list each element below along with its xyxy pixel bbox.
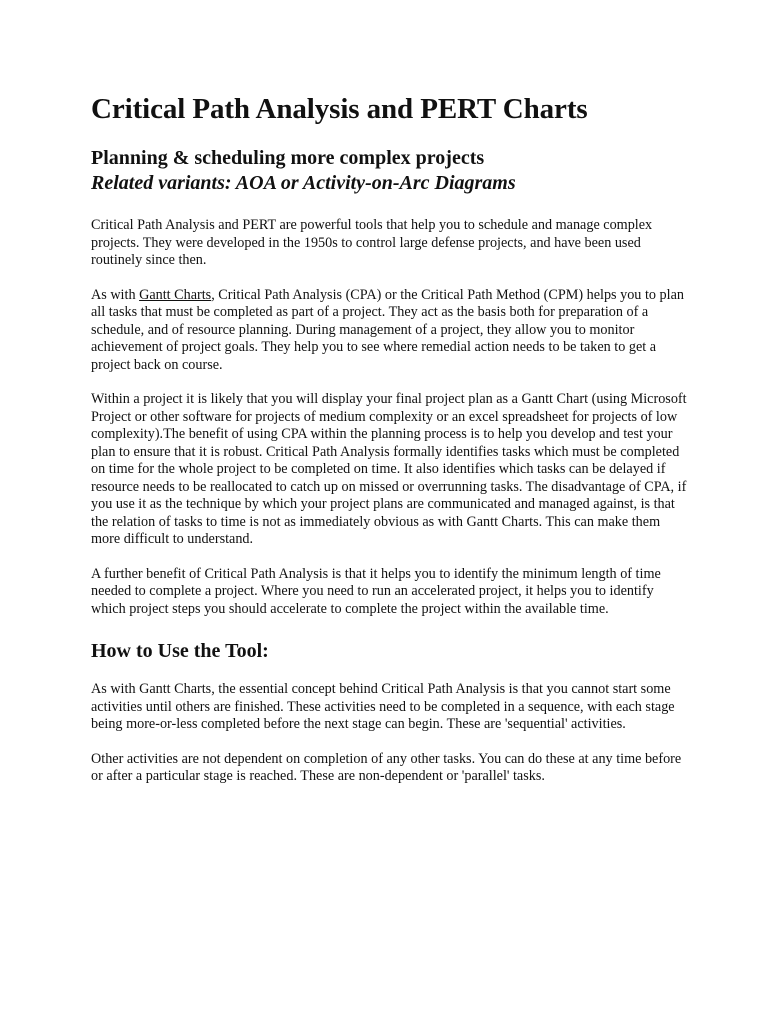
related-variants: Related variants: AOA or Activity-on-Arc Diagrams (91, 172, 516, 194)
sequential-activities-paragraph: As with Gantt Charts, the essential concept behind Critical Path Analysis is that you cannot start some activities until others are finished. These activities need to be completed in a sequence, with each stage being more-or-less completed before the next stage can begin. These are 'sequential' activities. (91, 681, 675, 732)
minimum-length-paragraph: A further benefit of Critical Path Analysis is that it helps you to identify the minimum length of time needed to complete a project. Where you need to run an accelerated project, it helps you to identify which project steps you should accelerate to complete the project within the available time. (91, 565, 661, 617)
document-page (91, 92, 691, 786)
gantt-paragraph-rest: , Critical Path Analysis (CPA) or the Critical Path Method (CPM) helps you to plan all tasks that must be completed as part of a project. They act as the basis both for preparation of a schedule, and of resource planning. During management of a project, they allow you to monitor achievement of project goals. They help you to see where remedial action needs to be taken to get a project back on course. (91, 286, 684, 373)
page-subtitle: Planning & scheduling more complex projects (91, 147, 485, 169)
cpa-benefit-paragraph: Within a project it is likely that you will display your final project plan as a Gantt Chart (using Microsoft Project or other software for projects of medium complexity or an excel spreadsheet for projects of low complexity).The benefit of using CPA within the planning process is to help you develop and test your plan to ensure that it is robust. Critical Path Analysis formally identifies tasks which must be completed on time for the whole project to be completed on time. It also identifies which tasks can be delayed if resource needs to be reallocated to catch up on missed or overrunning tasks. The disadvantage of CPA, if you use it as the technique by which your project plans are communicated and managed against, is that the relation of tasks to time is not as immediately obvious as with Gantt Charts. This can make them more difficult to understand. (91, 391, 687, 547)
section-heading-how-to-use: How to Use the Tool: (91, 640, 269, 662)
intro-paragraph: Critical Path Analysis and PERT are powerful tools that help you to schedule and manage complex projects. They were developed in the 1950s to control large defense projects, and have been used routinely since then. (91, 217, 653, 268)
page-title: Critical Path Analysis and PERT Charts (91, 93, 588, 125)
parallel-tasks-paragraph: Other activities are not dependent on completion of any other tasks. You can do these at any time before or after a particular stage is reached. These are non-dependent or 'parallel' tasks. (91, 750, 682, 784)
gantt-charts-link[interactable]: Gantt Charts (139, 286, 212, 303)
gantt-paragraph-lead: As with (91, 286, 140, 303)
gantt-paragraph (91, 287, 691, 375)
